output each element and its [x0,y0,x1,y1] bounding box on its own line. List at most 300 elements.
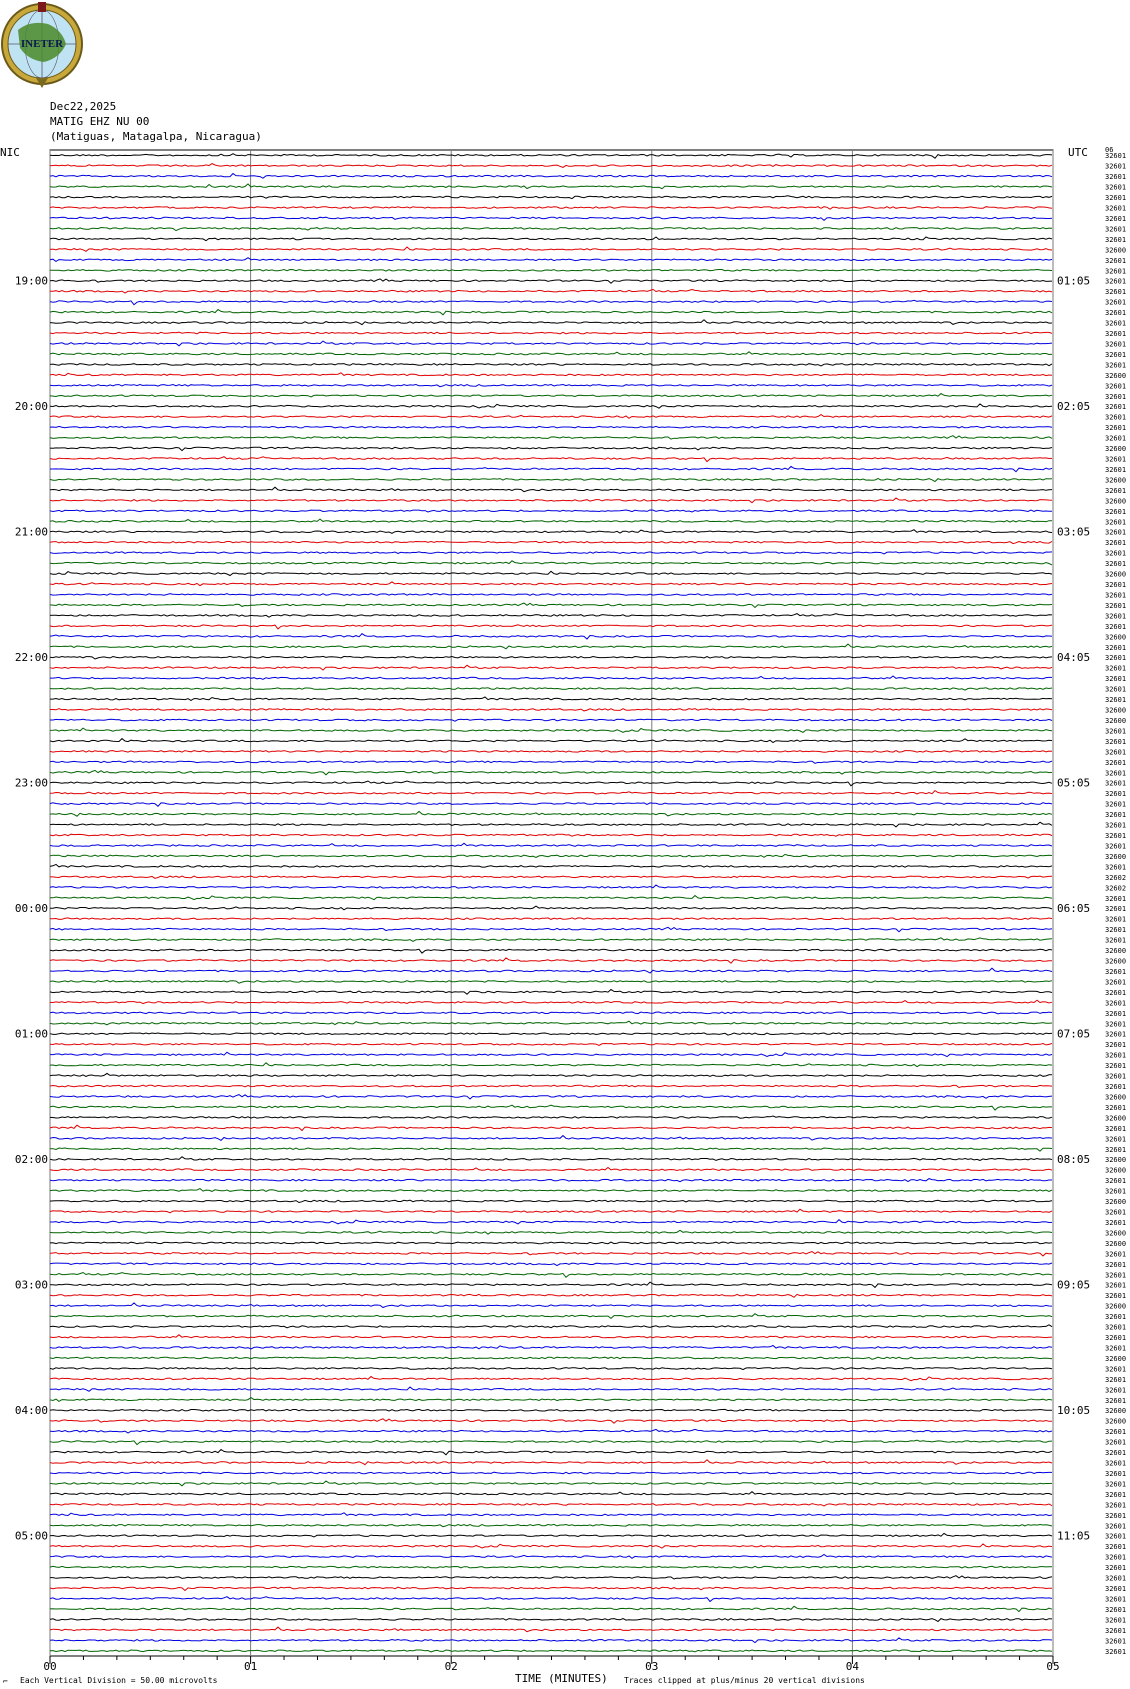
trace-value-label: 32601 [1105,737,1127,746]
corner-mark: ⌐ [3,1677,8,1686]
seismic-trace [50,479,1052,482]
seismic-trace [50,1242,1052,1244]
seismic-trace [50,487,1052,492]
trace-value-label: 32601 [1105,507,1127,516]
trace-value-label: 32601 [1105,1637,1127,1646]
trace-value-label: 32601 [1105,1218,1127,1227]
trace-value-label: 32601 [1105,1041,1127,1050]
trace-value-label: 32601 [1105,173,1127,182]
x-tick-label: 04 [845,1660,860,1673]
seismic-trace [50,247,1052,251]
seismic-trace [50,1168,1052,1171]
seismic-trace [50,1533,1052,1537]
trace-value-label: 32601 [1105,936,1127,945]
trace-value-label: 32601 [1105,1616,1127,1625]
trace-value-label: 32601 [1105,696,1127,705]
seismic-trace [50,803,1052,807]
seismic-trace [50,1619,1052,1622]
seismic-trace [50,625,1052,629]
seismic-trace [50,728,1052,732]
seismic-trace [50,938,1052,942]
right-hour-label: 02:05 [1057,400,1091,414]
right-hour-label: 03:05 [1057,525,1091,539]
left-hour-label: 22:00 [14,651,48,665]
trace-value-label: 32601 [1105,821,1127,830]
seismic-trace [50,571,1052,575]
trace-value-label: 32601 [1105,758,1127,767]
trace-value-label: 32601 [1105,1281,1127,1290]
trace-value-label: 32600 [1105,371,1127,380]
trace-value-label: 32601 [1105,225,1127,234]
trace-value-label: 32601 [1105,194,1127,203]
trace-value-label: 32601 [1105,350,1127,359]
seismic-trace [50,958,1052,963]
seismic-trace [50,1513,1052,1516]
seismic-trace [50,665,1052,670]
trace-value-label: 32601 [1105,1647,1127,1656]
trace-value-label: 32601 [1105,162,1127,171]
trace-value-label: 32601 [1105,361,1127,370]
trace-value-label: 32601 [1105,267,1127,276]
seismic-trace [50,1576,1052,1579]
trace-value-label: 32601 [1105,539,1127,548]
seismic-trace [50,1209,1052,1213]
seismic-trace [50,1230,1052,1234]
seismic-trace [50,980,1052,983]
trace-value-label: 32601 [1105,1449,1127,1458]
seismic-trace [50,1524,1052,1526]
seismic-trace [50,1303,1052,1308]
seismic-trace [50,364,1052,366]
right-hour-label: 01:05 [1057,274,1091,288]
seismic-trace [50,1387,1052,1391]
trace-value-label: 32601 [1105,183,1127,192]
trace-value-label: 32601 [1105,591,1127,600]
trace-value-label: 32601 [1105,1292,1127,1301]
left-hour-label: 21:00 [14,525,48,539]
trace-value-label: 32601 [1105,601,1127,610]
trace-value-label: 32601 [1105,1009,1127,1018]
seismic-trace [50,510,1052,512]
trace-value-label: 32601 [1105,748,1127,757]
trace-value-label: 32601 [1105,403,1127,412]
seismic-trace [50,751,1052,753]
seismic-trace [50,457,1052,462]
trace-value-label: 32601 [1105,769,1127,778]
seismic-trace [50,1460,1052,1465]
seismic-trace [50,1033,1052,1035]
top-right-marker: 06 [1105,146,1114,154]
seismic-trace [50,896,1052,900]
trace-value-label: 32601 [1105,622,1127,631]
seismic-trace [50,1627,1052,1632]
seismic-trace [50,237,1052,241]
trace-value-label: 32600 [1105,1354,1127,1363]
station-location: (Matiguas, Matagalpa, Nicaragua) [50,130,262,143]
trace-value-label: 32601 [1105,779,1127,788]
trace-value-label: 32600 [1105,633,1127,642]
trace-value-label: 32600 [1105,1302,1127,1311]
trace-value-label: 32600 [1105,1156,1127,1165]
seismic-trace [50,415,1052,419]
seismic-trace [50,1544,1052,1548]
trace-value-label: 32601 [1105,999,1127,1008]
trace-value-label: 32601 [1105,560,1127,569]
seismic-trace [50,603,1052,607]
trace-value-label: 32601 [1105,1177,1127,1186]
seismic-trace [50,1157,1052,1161]
trace-value-label: 32601 [1105,549,1127,558]
trace-value-label: 32600 [1105,1407,1127,1416]
trace-value-label: 32601 [1105,1062,1127,1071]
trace-value-label: 32601 [1105,1480,1127,1489]
trace-value-label: 32601 [1105,1469,1127,1478]
trace-value-label: 32601 [1105,277,1127,286]
seismic-trace [50,561,1052,565]
seismic-trace [50,1263,1052,1266]
seismic-trace [50,1012,1052,1014]
seismic-trace [50,770,1052,774]
seismic-trace [50,1294,1052,1297]
seismic-trace [50,466,1052,471]
scale-note: Each Vertical Division = 50.00 microvolts [20,1676,218,1685]
trace-value-label: 32601 [1105,1072,1127,1081]
right-hour-label: 05:05 [1057,776,1091,790]
seismic-trace [50,341,1052,346]
seismic-trace [50,1052,1052,1056]
seismic-trace [50,373,1052,376]
seismic-trace [50,968,1052,973]
trace-value-label: 32601 [1105,1543,1127,1552]
trace-value-label: 32601 [1105,298,1127,307]
plot-frame [50,150,1053,1656]
seismic-trace [50,332,1052,334]
seismic-trace [50,864,1052,867]
trace-value-label: 32601 [1105,863,1127,872]
x-tick-label: 00 [43,1660,57,1673]
trace-value-label: 32601 [1105,1553,1127,1562]
trace-value-label: 32600 [1105,716,1127,725]
seismic-trace [50,270,1052,272]
seismic-trace [50,541,1052,543]
trace-value-label: 32601 [1105,685,1127,694]
trace-value-label: 32601 [1105,967,1127,976]
trace-value-label: 32600 [1105,570,1127,579]
seismic-trace [50,154,1052,159]
right-timezone-label: UTC [1068,146,1088,159]
left-hour-label: 02:00 [14,1153,48,1167]
seismic-trace [50,426,1052,428]
seismic-trace [50,1419,1052,1423]
right-hour-label: 07:05 [1057,1027,1091,1041]
trace-value-label: 32601 [1105,1260,1127,1269]
seismic-trace [50,1148,1052,1151]
seismic-trace [50,164,1052,168]
trace-value-label: 32602 [1105,884,1127,893]
seismic-trace [50,739,1052,743]
seismic-trace [50,1335,1052,1338]
trace-value-label: 32601 [1105,330,1127,339]
seismic-trace [50,1063,1052,1067]
x-tick-label: 03 [645,1660,659,1673]
seismic-trace [50,300,1052,304]
trace-value-label: 32601 [1105,319,1127,328]
seismic-trace [50,582,1052,586]
seismic-trace [50,634,1052,639]
trace-value-label: 32601 [1105,340,1127,349]
x-tick-label: 05 [1046,1660,1060,1673]
trace-value-label: 32601 [1105,1030,1127,1039]
trace-value-label: 32601 [1105,800,1127,809]
trace-value-label: 32601 [1105,1020,1127,1029]
seismic-trace [50,1638,1052,1643]
seismic-trace [50,709,1052,711]
left-hour-label: 20:00 [14,400,48,414]
trace-value-label: 32601 [1105,643,1127,652]
trace-value-label: 32601 [1105,288,1127,297]
clip-note: Traces clipped at plus/minus 20 vertical divisions [624,1676,865,1685]
seismic-trace [50,1398,1052,1402]
trace-value-label: 32601 [1105,1344,1127,1353]
right-hour-label: 10:05 [1057,1404,1091,1418]
seismic-trace [50,811,1052,816]
seismic-trace [50,843,1052,846]
trace-value-label: 32600 [1105,497,1127,506]
seismic-trace [50,1440,1052,1444]
seismic-trace [50,217,1052,220]
trace-value-label: 32601 [1105,382,1127,391]
seismic-trace [50,854,1052,857]
seismic-trace [50,447,1052,450]
right-hour-label: 04:05 [1057,651,1091,665]
seismic-trace [50,1325,1052,1328]
seismic-trace [50,1179,1052,1182]
seismic-trace [50,1504,1052,1506]
trace-value-label: 32600 [1105,1239,1127,1248]
trace-value-label: 32601 [1105,1250,1127,1259]
trace-value-label: 32600 [1105,1166,1127,1175]
seismic-trace [50,258,1052,262]
trace-value-label: 32601 [1105,915,1127,924]
seismic-trace [50,1566,1052,1568]
trace-value-label: 32601 [1105,1585,1127,1594]
trace-value-label: 32601 [1105,654,1127,663]
seismic-trace [50,352,1052,355]
seismic-trace [50,207,1052,210]
seismic-trace [50,594,1052,596]
left-hour-label: 19:00 [14,274,48,288]
trace-value-label: 32601 [1105,1145,1127,1154]
trace-value-label: 32601 [1105,1313,1127,1322]
seismic-trace [50,1116,1052,1118]
recording-date: Dec22,2025 [50,100,117,113]
trace-value-label: 32600 [1105,947,1127,956]
seismic-trace [50,791,1052,794]
seismic-trace [50,644,1052,649]
seismic-trace [50,1200,1052,1202]
trace-value-label: 32601 [1105,434,1127,443]
trace-value-label: 32601 [1105,1271,1127,1280]
seismic-trace [50,404,1052,408]
seismic-trace [50,906,1052,910]
seismic-trace [50,656,1052,659]
trace-value-label: 32601 [1105,392,1127,401]
trace-value-label: 32601 [1105,309,1127,318]
trace-value-label: 32601 [1105,413,1127,422]
seismic-trace [50,310,1052,315]
trace-value-label: 32601 [1105,1532,1127,1541]
seismic-trace [50,498,1052,503]
left-timezone-label: NIC [0,146,20,159]
trace-value-label: 32601 [1105,1428,1127,1437]
trace-value-label: 32600 [1105,1198,1127,1207]
seismic-trace [50,1314,1052,1319]
seismic-trace [50,1492,1052,1495]
trace-value-label: 32601 [1105,1386,1127,1395]
trace-value-label: 32601 [1105,1103,1127,1112]
seismic-trace [50,1368,1052,1370]
trace-value-label: 32601 [1105,1605,1127,1614]
right-hour-label: 08:05 [1057,1153,1091,1167]
seismic-trace [50,719,1052,721]
trace-value-label: 32601 [1105,1564,1127,1573]
trace-value-label: 32601 [1105,790,1127,799]
trace-value-label: 32601 [1105,256,1127,265]
seismic-trace [50,1650,1052,1652]
trace-value-label: 32601 [1105,424,1127,433]
trace-value-label: 32601 [1105,465,1127,474]
seismic-trace [50,885,1052,888]
seismic-trace [50,394,1052,398]
seismic-trace [50,385,1052,387]
seismic-trace [50,918,1052,920]
seismic-trace [50,949,1052,953]
right-hour-label: 09:05 [1057,1278,1091,1292]
trace-value-label: 32601 [1105,152,1127,161]
seismic-trace [50,1282,1052,1287]
trace-value-label: 32601 [1105,581,1127,590]
trace-value-label: 32601 [1105,1083,1127,1092]
seismic-trace [50,519,1052,522]
seismic-trace [50,174,1052,179]
trace-value-label: 32601 [1105,486,1127,495]
trace-value-label: 32601 [1105,1135,1127,1144]
trace-value-label: 32600 [1105,476,1127,485]
seismic-trace [50,1606,1052,1611]
trace-value-label: 32601 [1105,214,1127,223]
trace-value-label: 32601 [1105,1334,1127,1343]
trace-value-label: 32601 [1105,1323,1127,1332]
seismic-trace [50,822,1052,827]
trace-value-label: 32600 [1105,1229,1127,1238]
trace-value-label: 32601 [1105,1511,1127,1520]
seismic-trace [50,1252,1052,1256]
trace-value-label: 32601 [1105,811,1127,820]
trace-value-label: 32601 [1105,612,1127,621]
seismic-trace [50,1073,1052,1076]
trace-value-label: 32601 [1105,894,1127,903]
seismic-trace [50,436,1052,439]
trace-value-label: 32601 [1105,528,1127,537]
left-hour-label: 23:00 [14,776,48,790]
trace-value-label: 32601 [1105,455,1127,464]
seismic-trace [50,1043,1052,1045]
x-axis-title: TIME (MINUTES) [515,1672,608,1685]
left-hour-label: 01:00 [14,1027,48,1041]
seismic-trace [50,834,1052,836]
seismic-trace [50,184,1052,189]
seismic-trace [50,1597,1052,1602]
trace-value-label: 32601 [1105,1501,1127,1510]
trace-value-label: 32601 [1105,1365,1127,1374]
trace-value-label: 32601 [1105,675,1127,684]
logo-text: INETER [20,38,64,50]
trace-value-label: 32601 [1105,664,1127,673]
seismic-trace [50,530,1052,534]
trace-value-label: 32601 [1105,842,1127,851]
seismic-trace [50,279,1052,283]
trace-value-label: 32601 [1105,1522,1127,1531]
trace-value-label: 32600 [1105,1114,1127,1123]
seismic-trace [50,1409,1052,1411]
seismic-trace [50,1472,1052,1474]
seismic-trace [50,1136,1052,1141]
trace-value-label: 32601 [1105,1459,1127,1468]
x-tick-label: 02 [444,1660,458,1673]
trace-value-label: 32601 [1105,926,1127,935]
seismic-trace [50,688,1052,690]
trace-value-label: 32601 [1105,1187,1127,1196]
trace-value-label: 32601 [1105,1208,1127,1217]
seismic-trace [50,228,1052,231]
seismic-trace [50,320,1052,325]
seismic-trace [50,676,1052,679]
seismic-trace [50,1555,1052,1559]
trace-value-label: 32601 [1105,1574,1127,1583]
trace-value-label: 32601 [1105,1626,1127,1635]
seismic-trace [50,927,1052,931]
seismic-trace [50,1357,1052,1359]
seismic-trace [50,1587,1052,1590]
left-hour-label: 03:00 [14,1278,48,1292]
right-hour-label: 11:05 [1057,1529,1091,1543]
seismic-trace [50,1105,1052,1110]
seismic-trace [50,196,1052,199]
trace-value-label: 32601 [1105,988,1127,997]
seismic-trace [50,781,1052,786]
seismic-trace [50,1220,1052,1224]
seismic-trace [50,1021,1052,1025]
seismic-trace [50,1095,1052,1099]
trace-value-label: 32600 [1105,246,1127,255]
seismic-trace [50,1125,1052,1130]
trace-value-label: 32601 [1105,978,1127,987]
seismic-trace [50,1481,1052,1486]
trace-value-label: 32600 [1105,1093,1127,1102]
seismic-trace [50,1450,1052,1455]
seismic-trace [50,1189,1052,1192]
seismic-trace [50,990,1052,995]
trace-value-label: 32601 [1105,727,1127,736]
seismic-trace [50,552,1052,554]
seismic-trace [50,1273,1052,1278]
trace-value-label: 32601 [1105,1595,1127,1604]
left-hour-label: 04:00 [14,1404,48,1418]
trace-value-label: 32600 [1105,957,1127,966]
seismic-trace [50,614,1052,618]
trace-value-label: 32602 [1105,873,1127,882]
station-code: MATIG EHZ NU 00 [50,115,150,128]
